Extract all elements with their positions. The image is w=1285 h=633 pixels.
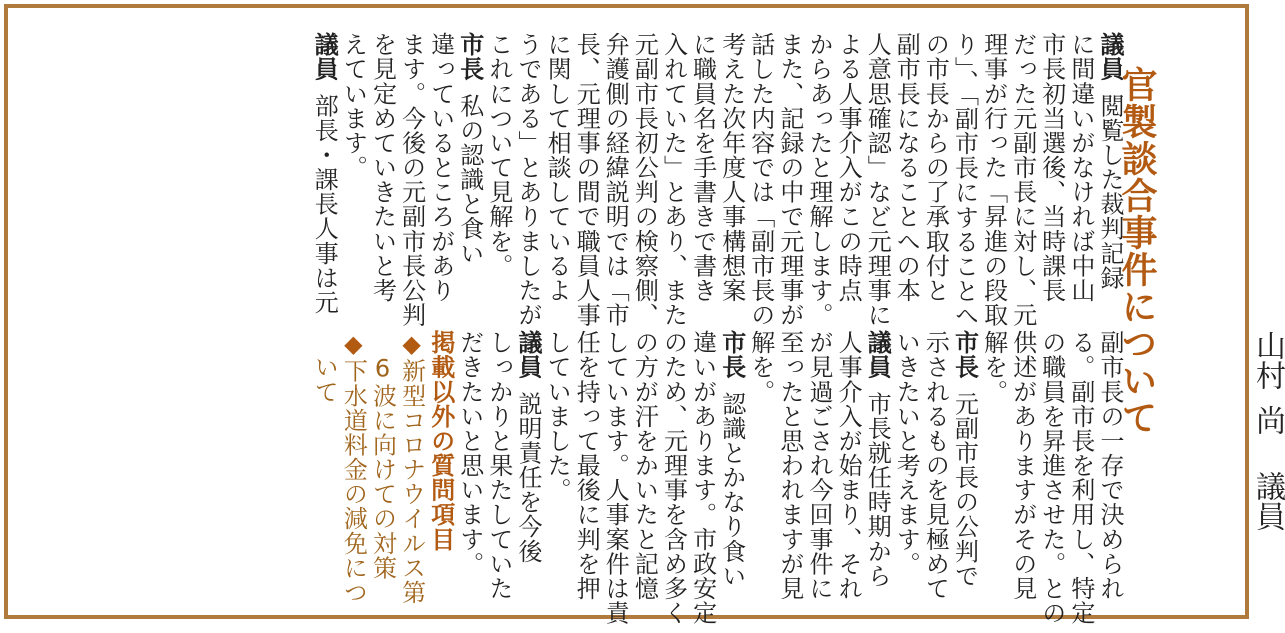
column-text: が見過ごされ今回事件に xyxy=(805,330,833,601)
column-text: 人事介入が始まり、それ xyxy=(834,330,863,601)
upper-text-column xyxy=(485,32,511,278)
column-text: 供述がありますがその見 xyxy=(1008,330,1037,601)
indent-space xyxy=(369,330,397,355)
upper-text-column xyxy=(892,32,921,303)
article-frame xyxy=(4,4,1285,625)
upper-text-column xyxy=(514,32,540,327)
upper-text-column xyxy=(980,32,1006,327)
column-text: 考えた次年度人事構想案 xyxy=(717,32,746,303)
column-text: えています。 xyxy=(339,32,368,180)
speaker-label: 市長 xyxy=(717,330,746,380)
other-question-item xyxy=(339,330,368,605)
speaker-label: 議員 xyxy=(310,32,339,82)
column-text: 部長・課長人事は元 xyxy=(310,93,339,315)
lower-text-column xyxy=(1009,330,1035,600)
column-text: 入れていた」とあり、また xyxy=(659,32,688,327)
column-text: いきたいと考えます。 xyxy=(892,330,921,576)
column-text: に間違いがなければ中山 xyxy=(1066,32,1095,303)
upper-text-column xyxy=(921,32,950,303)
column-text: からあったと理解します。 xyxy=(805,32,833,327)
column-text: に職員名を手書きで書き xyxy=(688,32,717,303)
upper-text-column xyxy=(310,32,339,315)
lower-text-column xyxy=(892,330,921,576)
column-text: 閲覧した裁判記録 xyxy=(1096,93,1124,290)
lower-text-column xyxy=(1038,330,1064,625)
column-text: うである」とありましたが xyxy=(514,32,542,327)
question-item-text: 新型コロナウイルス第 xyxy=(397,358,426,605)
column-text: のため、元理事を含め多く xyxy=(659,330,688,625)
column-text: また、記録の中で元理事が xyxy=(775,32,804,327)
column-text: しています。人事案件は責 xyxy=(601,330,630,625)
lower-text-column xyxy=(951,330,977,588)
upper-text-column xyxy=(951,32,977,328)
upper-text-column xyxy=(572,32,601,327)
lower-text-column xyxy=(456,330,482,576)
article-title: 官製談合事件について xyxy=(1116,66,1157,436)
lower-text-column xyxy=(543,330,572,503)
lower-text-column xyxy=(921,330,950,601)
column-text: していました。 xyxy=(543,330,572,503)
column-text: 解を。 xyxy=(979,330,1008,404)
column-text: よる人事介入がこの時点 xyxy=(834,32,863,303)
lower-text-column xyxy=(660,330,686,625)
column-text: 理事が行った「昇進の段取 xyxy=(979,32,1008,327)
upper-text-column xyxy=(689,32,715,302)
upper-text-column xyxy=(834,32,863,303)
column-text: 人意思確認」など元理事に xyxy=(863,32,892,327)
column-text: しっかりと果たしていた xyxy=(484,330,513,601)
column-text: 長、元理事の間で職員人事 xyxy=(572,32,601,327)
other-questions-heading: 掲載以外の質問項目 xyxy=(426,330,455,552)
column-text: 副市長の一存で決められ xyxy=(1096,330,1124,601)
upper-text-column xyxy=(601,32,630,327)
upper-text-column xyxy=(1038,32,1064,302)
column-text: の市長からの了承取付と xyxy=(921,32,950,303)
column-text: の職員を昇進させた。との xyxy=(1037,330,1066,625)
lower-text-column xyxy=(601,330,630,625)
upper-text-column xyxy=(1009,32,1035,327)
question-item-text: いて xyxy=(310,354,339,404)
upper-text-column xyxy=(369,32,395,302)
column-text: 任を持って最後に判を押 xyxy=(572,330,601,601)
column-text: だきたいと思います。 xyxy=(455,330,484,576)
speaker-label: 市長 xyxy=(950,330,979,380)
upper-text-column xyxy=(339,32,368,180)
upper-text-column xyxy=(660,32,686,327)
author-family-name: 山村 xyxy=(1250,330,1285,390)
upper-text-column xyxy=(718,32,744,302)
column-text: 示されるものを見極めて xyxy=(921,330,950,601)
column-text: り」、「副市長にすることへ xyxy=(950,32,979,328)
column-text: 元副市長初公判の検察側、 xyxy=(630,32,659,327)
diamond-bullet-icon: ◆ xyxy=(397,330,426,359)
lower-text-column xyxy=(805,330,831,600)
column-text: これについて見解を。 xyxy=(484,32,513,278)
lower-text-column xyxy=(689,330,715,625)
column-text: を見定めていきたいと考 xyxy=(368,32,397,303)
column-text: に関して相談しているよ xyxy=(543,32,572,303)
lower-text-column xyxy=(1067,330,1093,625)
column-text: 市長初当選後、当時課長 xyxy=(1037,32,1066,303)
upper-text-column xyxy=(630,32,659,327)
upper-text-column xyxy=(776,32,802,327)
speaker-label: 市長 xyxy=(455,32,484,82)
lower-text-column xyxy=(834,330,863,601)
author-role: 議員 xyxy=(1250,471,1285,531)
column-text: 解を。 xyxy=(746,330,775,404)
lower-text-column xyxy=(572,330,601,601)
upper-text-column xyxy=(398,32,424,327)
column-text: ます。今後の元副市長公判 xyxy=(397,32,426,327)
lower-text-column xyxy=(776,330,802,600)
lower-text-column xyxy=(747,330,773,404)
question-item-text: 下水道料金の減免につ xyxy=(339,358,368,605)
upper-text-column xyxy=(427,32,453,302)
upper-text-column xyxy=(863,32,892,327)
column-text: 説明責任を今後 xyxy=(514,391,542,564)
other-question-item xyxy=(398,330,424,604)
speaker-label: 議員 xyxy=(863,330,892,380)
upper-text-column xyxy=(543,32,572,303)
upper-text-column xyxy=(1067,32,1093,302)
speaker-label: 議員 xyxy=(1096,32,1124,82)
column-text: だった元副市長に対し、元 xyxy=(1008,32,1037,327)
column-text: の方が汗をかいたと記憶 xyxy=(630,330,659,601)
column-text: 認識とかなり食い xyxy=(717,391,746,588)
other-question-item xyxy=(369,330,395,580)
upper-text-column xyxy=(747,32,773,327)
article-body xyxy=(8,8,1285,625)
lower-text-column xyxy=(980,330,1006,404)
lower-text-column xyxy=(485,330,511,600)
question-item-text: 6波に向けての対策 xyxy=(368,354,397,580)
other-question-item xyxy=(310,330,339,404)
column-text: 元副市長の公判で xyxy=(950,391,979,588)
lower-text-column xyxy=(630,330,659,601)
speaker-label: 議員 xyxy=(514,330,542,380)
column-text: 弁護側の経緯説明では「市 xyxy=(601,32,630,327)
column-text: 違いがあります。市政安定 xyxy=(688,330,717,625)
upper-text-column xyxy=(1096,32,1122,290)
indent-space xyxy=(310,330,338,355)
lower-text-column xyxy=(514,330,540,563)
lower-text-column xyxy=(718,330,744,588)
author-given-name: 尚 xyxy=(1250,405,1285,435)
column-text: 副市長になることへの本 xyxy=(892,32,921,303)
column-text: 至ったと思われますが見 xyxy=(775,330,804,601)
lower-text-column xyxy=(863,330,892,588)
author-name xyxy=(1186,330,1285,610)
upper-text-column xyxy=(456,32,482,265)
diamond-bullet-icon: ◆ xyxy=(339,330,368,359)
lower-text-column xyxy=(1096,330,1122,600)
column-text: 違っているところがあり xyxy=(426,32,455,303)
column-text: る。副市長を利用し、特定 xyxy=(1066,330,1095,625)
column-text: 市長就任時期から xyxy=(863,391,892,588)
column-text: 話した内容では「副市長の xyxy=(746,32,775,327)
upper-text-column xyxy=(805,32,831,327)
column-text: 私の認識と食い xyxy=(455,93,484,266)
